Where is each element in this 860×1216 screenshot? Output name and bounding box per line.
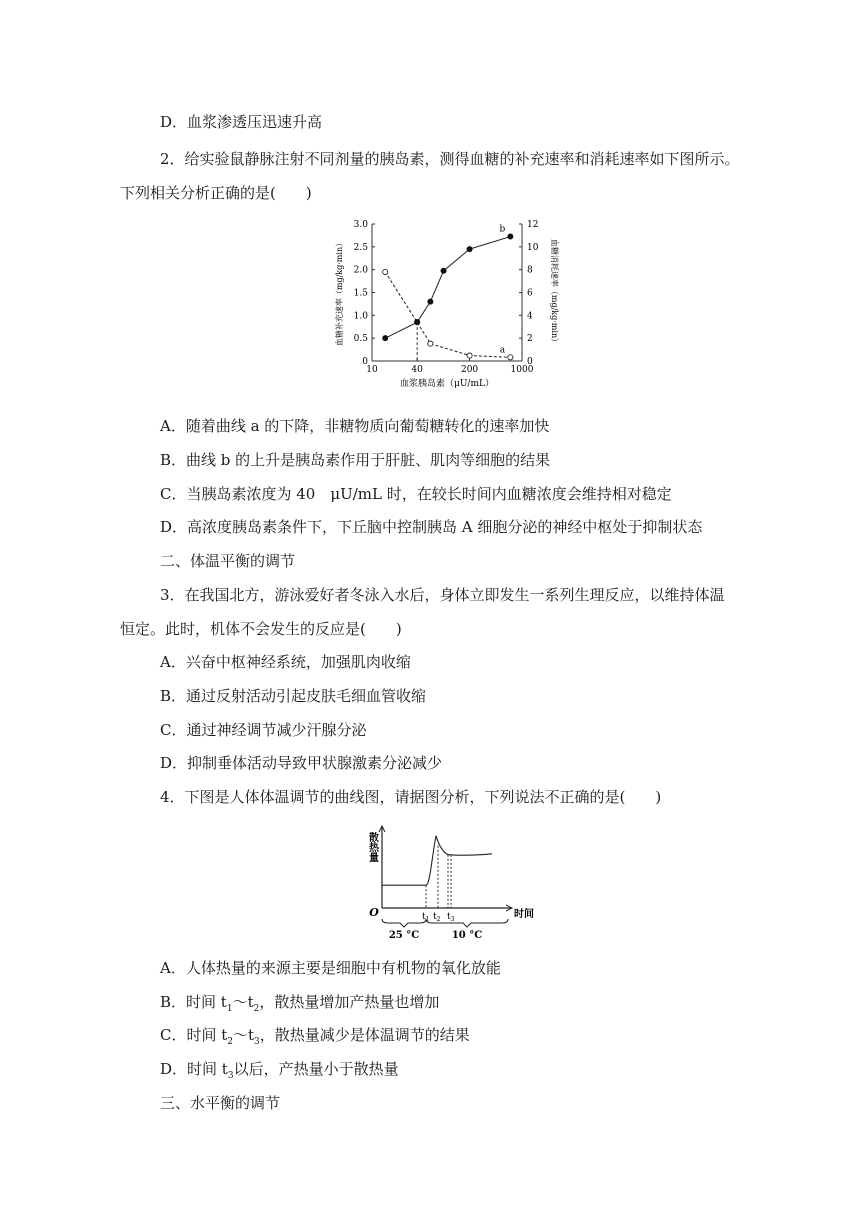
q3-stem-line2: 恒定。此时，机体不会发生的反应是( ) xyxy=(120,620,402,638)
origin-label: O xyxy=(369,906,379,919)
q2-stem-line1: 2．给实验鼠静脉注射不同剂量的胰岛素，测得血糖的补充速率和消耗速率如下图所示。 xyxy=(160,150,740,168)
y-axis-label: 散热量 xyxy=(366,832,378,862)
x-axis-label: 时间 xyxy=(514,909,534,920)
series-b-label: b xyxy=(499,224,506,235)
x-tick-label: 40 xyxy=(411,365,423,375)
series-a-point xyxy=(383,269,388,274)
q4-option-b: B．时间 $t_1\sim t_2$，散热量增加产热量也增加 xyxy=(160,993,440,1014)
y-left-tick-label: 1.5 xyxy=(353,288,368,299)
y-right-tick-label: 10 xyxy=(527,242,539,253)
series-b-point xyxy=(428,299,433,304)
y-left-tick-label: 2.0 xyxy=(353,265,368,276)
x-tick-label: 1000 xyxy=(510,365,534,375)
x-axis-label: 血浆胰岛素（μU/mL） xyxy=(400,379,494,389)
x-tick-label: 200 xyxy=(460,365,479,375)
y-left-tick-label: 1.0 xyxy=(353,311,368,322)
y-right-tick-label: 0 xyxy=(527,357,533,367)
q3-option-b: B．通过反射活动引起皮肤毛细血管收缩 xyxy=(160,687,427,705)
heat-curve xyxy=(382,836,492,885)
y-left-tick-label: 2.5 xyxy=(353,242,368,253)
y-right-tick-label: 2 xyxy=(527,334,533,345)
q4-stem: 4．下图是人体体温调节的曲线图，请据图分析，下列说法不正确的是( ) xyxy=(160,788,662,806)
series-a-point xyxy=(467,353,472,358)
y-right-tick-label: 8 xyxy=(527,265,533,276)
x-tick-label: 10 xyxy=(366,365,378,375)
series-b-point xyxy=(415,320,420,325)
q2-option-b: B．曲线 b 的上升是胰岛素作用于肝脏、肌肉等细胞的结果 xyxy=(160,451,551,469)
q4-option-a: A．人体热量的来源主要是细胞中有机物的氧化放能 xyxy=(160,959,501,977)
series-a-label: a xyxy=(499,345,506,356)
q3-option-a: A．兴奋中枢神经系统，加强肌肉收缩 xyxy=(160,653,411,671)
y-left-axis-label: 血糖补充速率（mg/kg·min） xyxy=(335,238,344,347)
period-label-25c: 25 °C xyxy=(388,930,420,941)
series-b-point xyxy=(508,234,513,239)
y-right-tick-label: 6 xyxy=(527,288,533,299)
q2-stem-line2: 下列相关分析正确的是( ) xyxy=(120,184,312,202)
y-left-tick-label: 3.0 xyxy=(353,220,368,230)
q4-option-c: C．时间 $t_2\sim t_3$，散热量减少是体温调节的结果 xyxy=(160,1026,470,1047)
y-left-tick-label: 0 xyxy=(362,357,368,367)
t-label-2: $t_2$ xyxy=(433,912,441,923)
insulin-chart xyxy=(330,214,560,404)
y-left-tick-label: 0.5 xyxy=(353,334,368,345)
period-label-10c: 10 °C xyxy=(451,930,483,941)
q2-option-c: C．当胰岛素浓度为 40 μU/mL 时，在较长时间内血糖浓度会维持相对稳定 xyxy=(160,485,672,503)
series-a-line xyxy=(385,272,510,357)
heat-dissipation-chart xyxy=(360,818,534,942)
q4-option-d: D．时间 $t_3$以后，产热量小于散热量 xyxy=(160,1060,399,1081)
y-right-tick-label: 12 xyxy=(527,220,539,230)
brace-25c xyxy=(382,919,426,927)
q2-option-d: D．高浓度胰岛素条件下，下丘脑中控制胰岛 A 细胞分泌的神经中枢处于抑制状态 xyxy=(160,518,703,536)
series-b-point xyxy=(383,336,388,341)
y-right-axis-label: 血糖消耗速率（mg/kg·min） xyxy=(550,238,559,347)
series-a-point xyxy=(508,355,513,360)
section-heading-3: 三、水平衡的调节 xyxy=(160,1094,281,1112)
y-right-tick-label: 4 xyxy=(527,311,533,322)
q3-stem-line1: 3．在我国北方，游泳爱好者冬泳入水后，身体立即发生一系列生理反应，以维持体温 xyxy=(160,586,725,604)
series-b-point xyxy=(467,247,472,252)
series-b-point xyxy=(441,268,446,273)
q2-option-a: A．随着曲线 a 的下降，非糖物质向葡萄糖转化的速率加快 xyxy=(160,417,550,435)
t-label-1: $t_1$ xyxy=(422,912,430,923)
series-a-point xyxy=(428,341,433,346)
q3-option-d: D．抑制垂体活动导致甲状腺激素分泌减少 xyxy=(160,754,443,772)
t-label-3: $t_3$ xyxy=(447,912,455,923)
q3-option-c: C．通过神经调节减少汗腺分泌 xyxy=(160,721,367,739)
series-b-line xyxy=(385,237,510,339)
section-heading-2: 二、体温平衡的调节 xyxy=(160,552,296,570)
q1-option-d: D．血浆渗透压迅速升高 xyxy=(160,113,323,131)
